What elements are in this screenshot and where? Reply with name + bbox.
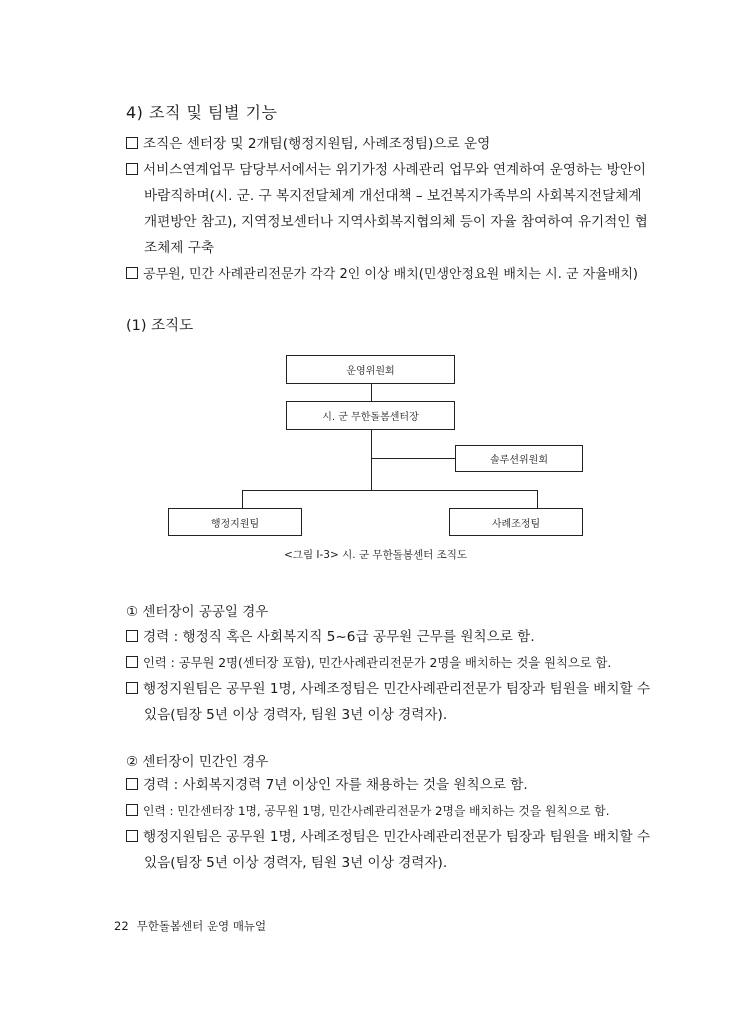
figure-caption: <그림 Ⅰ-3> 시. 군 무한돌봄센터 조직도 xyxy=(284,549,468,561)
bullet-item: 인력 : 공무원 2명(센터장 포함), 민간사례관리전문가 2명을 배치하는 것을 원칙으로 함. xyxy=(126,650,650,676)
footer-title: 무한돌봄센터 운영 매뉴얼 xyxy=(136,919,267,933)
section-heading: 4) 조직 및 팀별 기능 xyxy=(126,103,278,122)
org-node-case-team: 사례조정팀 xyxy=(449,508,583,536)
org-node-committee: 운영위원회 xyxy=(286,355,455,384)
bullet-block-org-structure xyxy=(126,131,648,288)
bullet-item: 경력 : 행정직 혹은 사회복지직 5~6급 공무원 근무를 원칙으로 함. xyxy=(126,624,650,650)
bullet-item: 행정지원팀은 공무원 1명, 사례조정팀은 민간사례관리전문가 팀장과 팀원을 배치할 수 xyxy=(126,676,650,702)
bullet-block-case-public xyxy=(126,624,650,728)
bullet-item: 행정지원팀은 공무원 1명, 사례조정팀은 민간사례관리전문가 팀장과 팀원을 배치할 수 xyxy=(126,824,650,850)
case-public-title: ① 센터장이 공공일 경우 xyxy=(126,604,269,620)
checkbox-bullet-icon xyxy=(126,157,143,174)
connector-line xyxy=(371,429,372,490)
connector-line xyxy=(242,490,538,491)
checkbox-bullet-icon xyxy=(126,798,143,815)
bullet-item: 서비스연계업무 담당부서에서는 위기가정 사례관리 업무와 연계하여 운영하는 방안이 xyxy=(126,157,648,183)
bullet-block-case-private xyxy=(126,772,650,876)
sub-heading: (1) 조직도 xyxy=(126,318,194,334)
checkbox-bullet-icon xyxy=(126,650,143,667)
connector-line xyxy=(537,490,538,508)
checkbox-bullet-icon xyxy=(126,772,143,789)
org-node-admin-team: 행정지원팀 xyxy=(168,508,302,536)
page-number: 22 xyxy=(114,919,129,933)
bullet-continuation: 있음(팀장 5년 이상 경력자, 팀원 3년 이상 경력자). xyxy=(144,855,448,871)
bullet-continuation: 바람직하며(시. 군. 구 복지전달체계 개선대책 – 보건복지가족부의 사회복지전달체계 xyxy=(144,188,642,204)
bullet-continuation: 조체제 구축 xyxy=(144,240,214,256)
connector-line xyxy=(371,383,372,401)
checkbox-bullet-icon xyxy=(126,824,143,841)
case-private-title: ② 센터장이 민간인 경우 xyxy=(126,754,269,770)
connector-line xyxy=(372,458,455,459)
checkbox-bullet-icon xyxy=(126,261,143,278)
checkbox-bullet-icon xyxy=(126,676,143,693)
bullet-item: 인력 : 민간센터장 1명, 공무원 1명, 민간사례관리전문가 2명을 배치하는 것을 원칙으로 함. xyxy=(126,798,650,824)
page-footer xyxy=(114,918,266,934)
connector-line xyxy=(242,490,243,508)
bullet-continuation: 있음(팀장 5년 이상 경력자, 팀원 3년 이상 경력자). xyxy=(144,707,448,723)
org-node-solution-committee: 솔루션위원회 xyxy=(455,445,583,472)
bullet-continuation: 개편방안 참고), 지역정보센터나 지역사회복지협의체 등이 자율 참여하여 유기적인 협 xyxy=(144,214,648,230)
bullet-item: 공무원, 민간 사례관리전문가 각각 2인 이상 배치(민생안정요원 배치는 시. 군 자율배치) xyxy=(126,261,648,288)
org-node-center-director: 시. 군 무한돌봄센터장 xyxy=(286,401,455,430)
checkbox-bullet-icon xyxy=(126,624,143,641)
bullet-item: 경력 : 사회복지경력 7년 이상인 자를 채용하는 것을 원칙으로 함. xyxy=(126,772,650,798)
checkbox-bullet-icon xyxy=(126,131,143,148)
bullet-item: 조직은 센터장 및 2개팀(행정지원팀, 사례조정팀)으로 운영 xyxy=(126,131,648,157)
